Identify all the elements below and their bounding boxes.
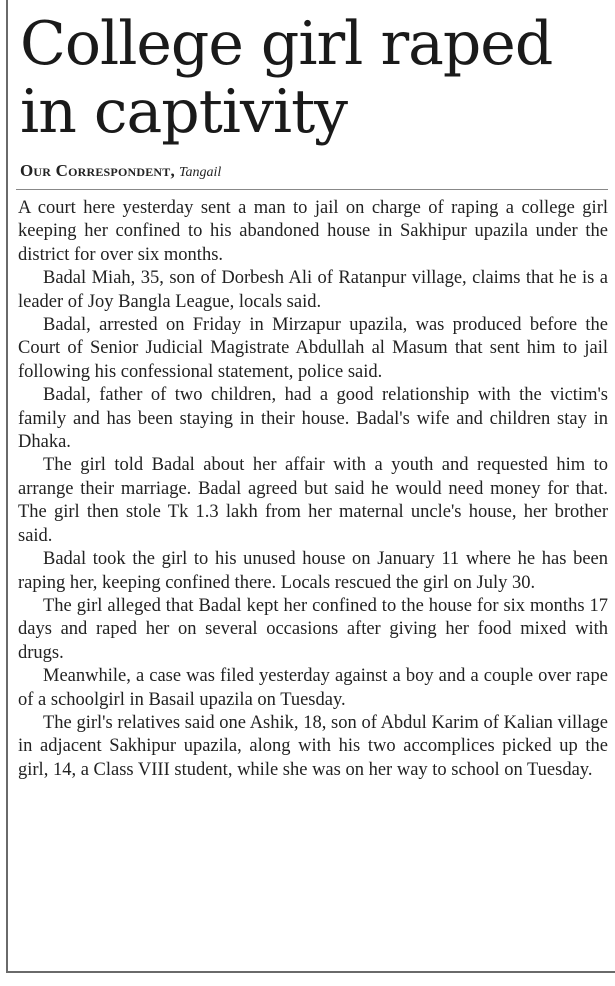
paragraph: The girl told Badal about her affair with a youth and requested him to arrange their marriage. Badal agreed but said he would need money for that. The girl then stole Tk 1.3 lakh from her maternal uncle's house, her brother said. — [18, 455, 608, 546]
byline-author: Our Correspondent, — [20, 161, 175, 180]
byline — [20, 161, 608, 183]
column-left-rule — [6, 0, 8, 972]
paragraph: Badal Miah, 35, son of Dorbesh Ali of Ratanpur village, claims that he is a leader of Joy Bangla League, locals said. — [18, 268, 608, 312]
byline-divider — [16, 189, 608, 190]
paragraph: The girl's relatives said one Ashik, 18, son of Abdul Karim of Kalian village in adjacent Sakhipur upazila, along with his two accomplices picked up the girl, 14, a Class VIII student, while she was on her way to school on Tuesday. — [18, 712, 608, 780]
news-article — [16, 0, 608, 782]
paragraph: Badal took the girl to his unused house on January 11 where he has been raping her, keeping confined there. Locals rescued the girl on July 30. — [18, 549, 608, 593]
column-bottom-rule — [6, 971, 615, 973]
paragraph: The girl alleged that Badal kept her confined to the house for six months 17 days and raped her on several occasions after giving her food mixed with drugs. — [18, 595, 608, 663]
byline-place: Tangail — [178, 165, 222, 180]
paragraph: A court here yesterday sent a man to jail on charge of raping a college girl keeping her confined to his abandoned house in Sakhipur upazila under the district for over six months. — [18, 198, 608, 265]
paragraph: Badal, father of two children, had a good relationship with the victim's family and has been staying in their house. Badal's wife and children stay in Dhaka. — [18, 385, 608, 453]
paragraph: Badal, arrested on Friday in Mirzapur upazila, was produced before the Court of Senior Judicial Magistrate Abdullah al Masum that sent him to jail following his confessional statement, police said. — [18, 315, 608, 382]
paragraph: Meanwhile, a case was filed yesterday against a boy and a couple over rape of a schoolgirl in Basail upazila on Tuesday. — [18, 666, 608, 710]
headline: College girl raped in captivity — [20, 9, 553, 147]
article-body — [18, 197, 608, 782]
